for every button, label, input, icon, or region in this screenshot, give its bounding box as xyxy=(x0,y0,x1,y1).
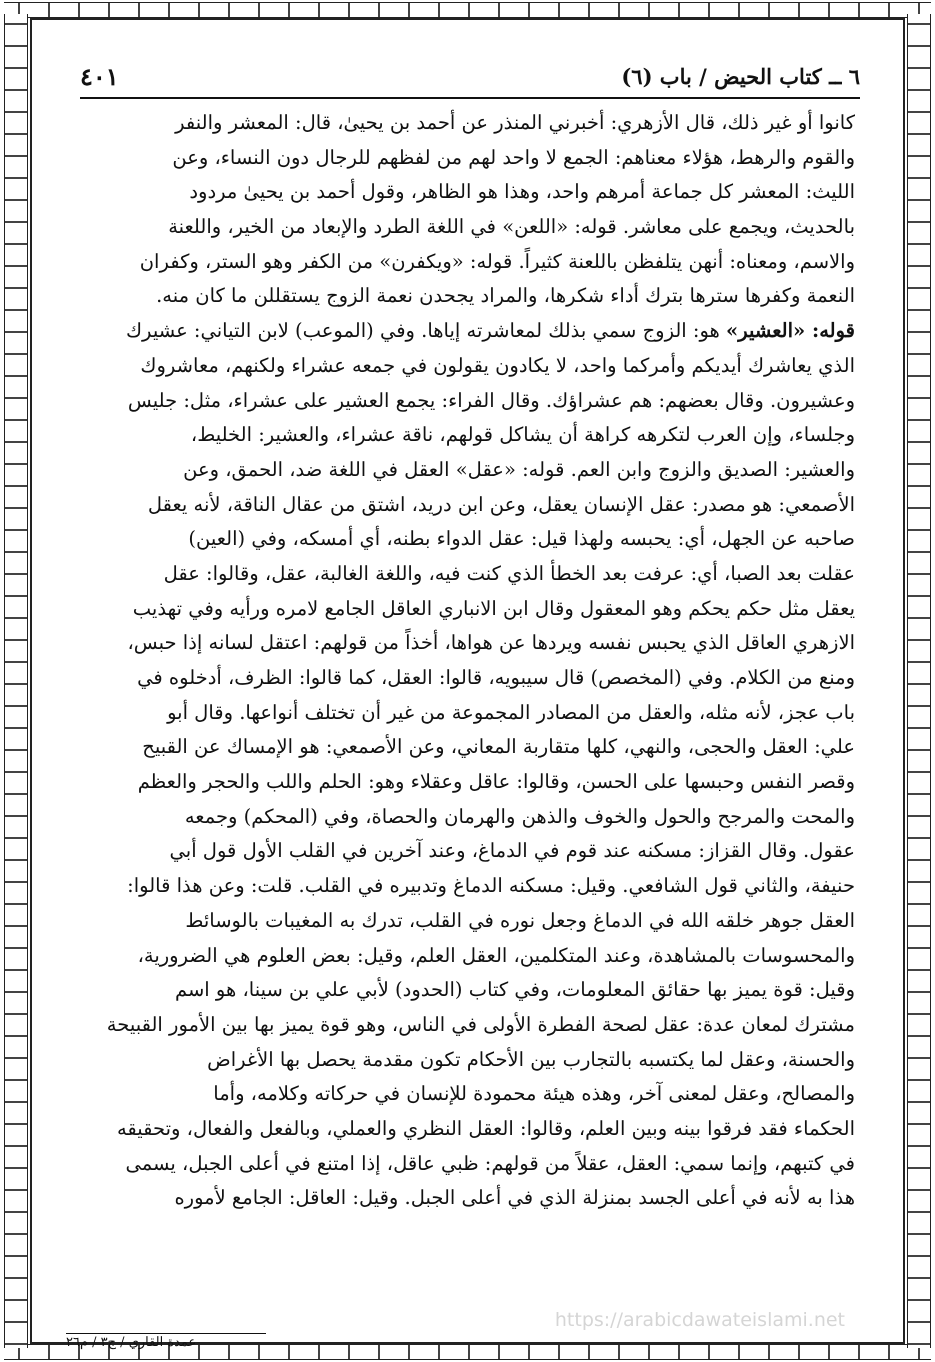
text-line xyxy=(82,1043,855,1078)
text-line xyxy=(82,418,855,453)
text-line xyxy=(82,661,855,696)
text-line-content: هو: الزوج سمي بذلك لمعاشرته إياها. وفي (الموعب) لابن التياني: عشيرك xyxy=(125,319,727,343)
text-line xyxy=(82,245,855,280)
text-line xyxy=(82,106,855,141)
ornamental-border-right xyxy=(907,14,931,1348)
text-line xyxy=(82,592,855,627)
text-line xyxy=(82,904,855,939)
text-line-content: بالحديث، ويجمع على معاشر. قوله: «اللعن» في اللغة الطرد والإبعاد من الخير، واللعنة xyxy=(168,215,855,239)
running-title: ٦ ــ كتاب الحيض / باب (٦) xyxy=(621,64,860,89)
text-line-lead: قوله: «العشير» xyxy=(726,319,855,343)
text-line xyxy=(82,1147,855,1182)
text-line-content: كانوا أو غير ذلك، قال الأزهري: أخبرني المنذر عن أحمد بن يحيىٰ، قال: المعشر والنفر xyxy=(175,111,855,134)
text-line-content: الحكماء فقد فرقوا بينه وبين العلم، وقالوا: العقل النظري والعملي، وبالفعل والفعال، وتحقيقه xyxy=(116,1116,855,1140)
text-line xyxy=(82,210,855,245)
text-line xyxy=(82,869,855,904)
text-line xyxy=(82,765,855,800)
text-line xyxy=(82,349,855,384)
text-line xyxy=(82,626,855,661)
body-text xyxy=(82,106,855,1216)
text-line-content: وعشيرون. وقال بعضهم: هم عشراؤك. وقال الفراء: يجمع العشير على عشراء، مثل: جليس xyxy=(127,388,855,412)
text-line-content: والعشير: الصديق والزوج وابن العم. قوله: «عقل» العقل في اللغة ضد، الحمق، وعن xyxy=(183,457,855,481)
text-line xyxy=(82,800,855,835)
text-line-content: صاحبه عن الجهل، أي: يحبسه ولهذا قيل: عقل الدواء بطنه، أي أمسكه، وفي (العين) xyxy=(188,527,855,551)
text-line-content: وقصر النفس وحبسها على الحسن، وقالوا: عاقل وعقلاء وهو: الحلم واللب والحجر والعظم xyxy=(137,770,855,794)
ornamental-border-top xyxy=(4,2,931,18)
text-line-content: والحسنة، وعقل لما يكتسبه بالتجارب بين الأحكام تكون مقدمة يحصل بها الأغراض xyxy=(207,1047,855,1071)
page-number: ٤٠١ xyxy=(80,62,119,91)
page-header xyxy=(80,62,860,94)
text-line-content: الذي يعاشرك أيديكم وأمركما واحد، لا يكادون يقولون في جمعه عشراء ولكنهم، معاشروك xyxy=(140,353,855,377)
text-line xyxy=(82,453,855,488)
text-line xyxy=(82,973,855,1008)
text-line-content: مشترك لمعان عدة: عقل لصحة الفطرة الأولى في الناس، وهو قوة يميز بها بين الأمور القبيحة xyxy=(106,1012,855,1036)
text-line xyxy=(82,834,855,869)
text-line-content: الازهري العاقل الذي يحبس نفسه ويردها عن هواها، أخذاً من قولهم: اعتقل لسانه إذا حبس، xyxy=(127,631,855,655)
text-line-content: عقول. وقال القزاز: مسكنه عند قوم في الدماغ، وعند آخرين في القلب الأول قول أبي xyxy=(169,839,855,863)
footer-rule xyxy=(66,1333,266,1334)
text-line-content: والاسم، ومعناه: أنهن يتلفظن باللعنة كثيراً. قوله: «ويكفرن» من الكفر وهو الستر، وكفران xyxy=(139,249,855,273)
text-line-content: في كتبهم، وإنما سمي: العقل، عقلاً من قولهم: ظبي عاقل، إذا امتنع في أعلى الجبل، يسمى xyxy=(125,1151,855,1175)
text-line xyxy=(82,730,855,765)
text-line xyxy=(82,1077,855,1112)
watermark: https://arabicdawateislami.net xyxy=(554,1309,845,1331)
text-line-content: الليث: المعشر كل جماعة أمرهم واحد، وهذا هو الظاهر، وقول أحمد بن يحيىٰ مردود xyxy=(189,180,855,204)
text-line xyxy=(82,522,855,557)
text-line xyxy=(82,1112,855,1147)
text-line-content: هذا به لأنه في أعلى الجسد بمنزلة الذي في أعلى الجبل. وقيل: العاقل: الجامع لأموره xyxy=(174,1186,855,1210)
text-line-content: الأصمعي: هو مصدر: عقل الإنسان يعقل، وعن ابن دريد، اشتق من عقال الناقة، لأنه يعقل xyxy=(147,492,855,516)
text-line-content: ومنع من الكلام. وفي (المخصص) قال سيبويه، قالوا: العقل، كما قالوا: الظرف، أدخلوه في xyxy=(137,666,855,689)
text-line-content: باب عجز، لأنه مثله، والعقل من المصادر المجموعة من غير أن تختلف أنواعها. وقال أبو xyxy=(167,700,855,724)
text-line xyxy=(82,141,855,176)
text-line xyxy=(82,696,855,731)
text-line xyxy=(82,488,855,523)
text-line-content: علي: العقل والحجى، والنهي، كلها متقاربة المعاني، وعن الأصمعي: هو الإمساك عن القبيح xyxy=(142,735,855,759)
text-line-content: والقوم والرهط، هؤلاء معناهم: الجمع لا واحد لهم من لفظهم للرجال دون النساء، وعن xyxy=(172,145,855,169)
text-line xyxy=(82,1008,855,1043)
header-rule xyxy=(80,97,860,99)
text-line-content: يعقل مثل حكم يحكم وهو المعقول وقال ابن الانباري العاقل الجامع لامره ورأيه وفي تهذيب xyxy=(132,596,855,620)
text-line-content: والمحت والمرجح والحول والخوف والذهن والهرمان والحصاة، وفي (المحكم) وجمعه xyxy=(184,804,855,828)
text-line-content: العقل جوهر خلقه الله في الدماغ وجعل نوره في القلب، تدرك به المغيبات بالوسائط xyxy=(185,908,855,932)
text-line xyxy=(82,1181,855,1216)
text-line xyxy=(82,314,855,349)
text-line xyxy=(82,557,855,592)
text-line xyxy=(82,384,855,419)
text-line-content: حنيفة، والثاني قول الشافعي. وقيل: مسكنه الدماغ وتدبيره في القلب. قلت: وعن هذا قالوا: xyxy=(127,874,855,898)
text-line xyxy=(82,175,855,210)
text-line xyxy=(82,279,855,314)
text-line-content: والمحسوسات بالمشاهدة، وعند المتكلمين، العقل العلم، وقيل: بعض العلوم هي الضرورية، xyxy=(137,943,855,967)
footer-reference: عمدة القاري / ج٣ / م٢٦ xyxy=(66,1335,197,1350)
text-line xyxy=(82,939,855,974)
text-line-content: عقلت بعد الصبا، أي: عرفت بعد الخطأ الذي كنت فيه، واللغة الغالبة، عقل، وقالوا: عقل xyxy=(163,561,855,585)
text-line-content: النعمة وكفرها سترها بترك أداء شكرها، والمراد يجحدن نعمة الزوج يستقللن ما كان منه. xyxy=(156,284,855,308)
text-line-content: وقيل: قوة يميز بها حقائق المعلومات، وفي كتاب (الحدود) لأبي علي بن سينا، هو اسم xyxy=(174,978,855,1002)
text-line-content: والمصالح، وعقل لمعنى آخر، وهذه هيئة محمودة للإنسان في حركاته وكلامه، وأما xyxy=(213,1082,855,1106)
text-line-content: وجلساء، وإن العرب لتكرهه كراهة أن يشاكل قولهم، ناقة عشراء، والعشير: الخليط، xyxy=(190,423,855,447)
ornamental-border-left xyxy=(4,14,28,1348)
